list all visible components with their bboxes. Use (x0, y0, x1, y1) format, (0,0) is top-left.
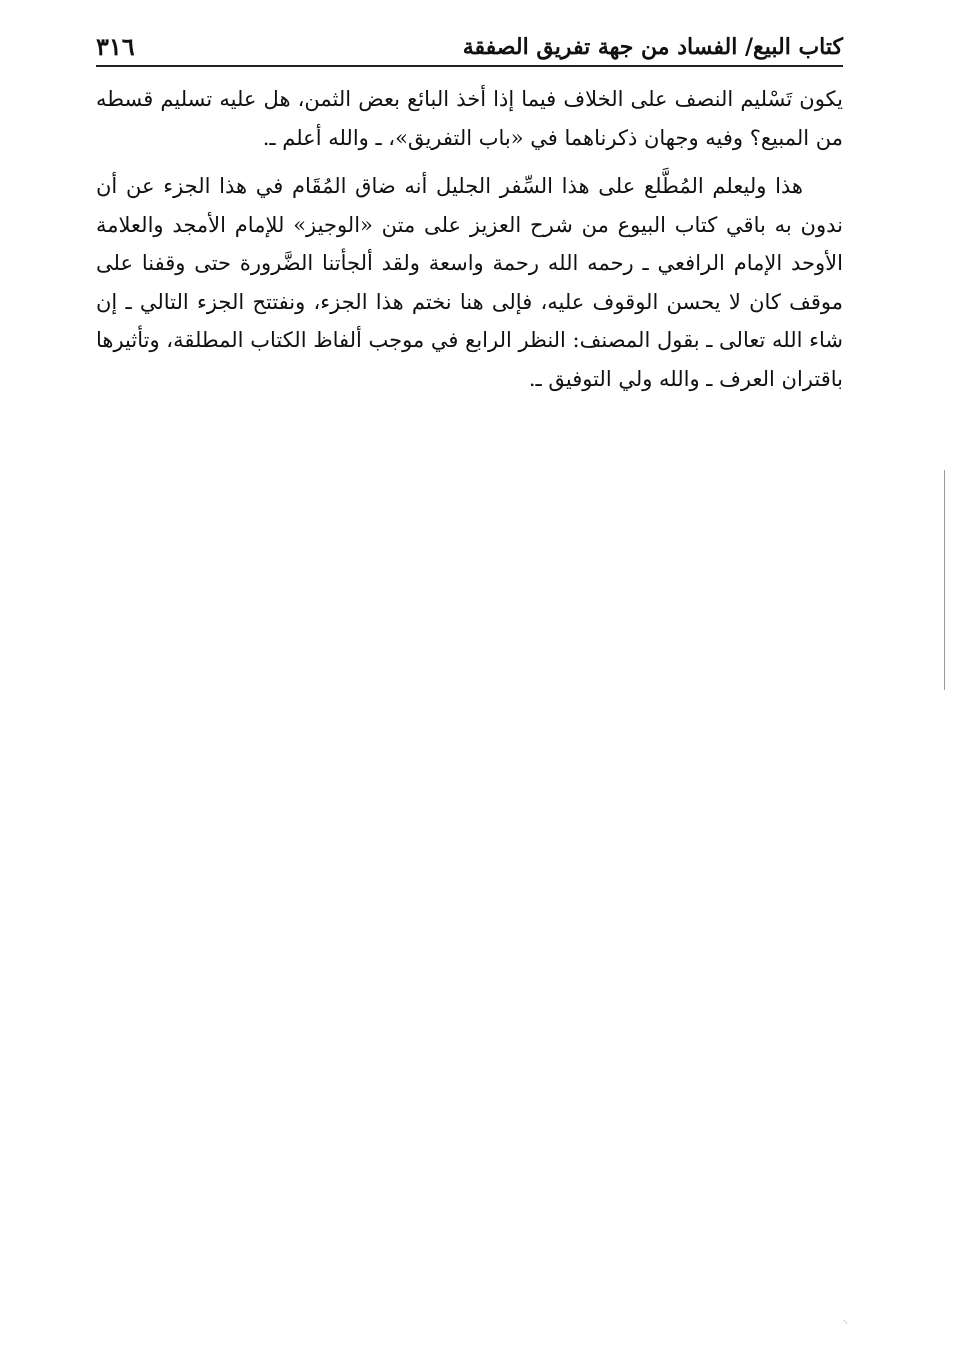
running-header (96, 22, 843, 62)
page-number: ٣١٦ (96, 32, 135, 61)
header-rule (96, 65, 843, 67)
body-text (96, 80, 843, 398)
scan-edge-mark (944, 470, 945, 690)
paragraph-2: هذا وليعلم المُطَّلع على هذا السِّفر الجليل أنه ضاق المُقَام في هذا الجزء عن أن ندون به باقي كتاب البيوع من شرح العزيز على متن «الوجيز» للإمام الأمجد والعلامة الأوحد الإمام الرافعي ـ رحمه الله رحمة واسعة ولقد ألجأتنا الضَّرورة حتى وقفنا على موقف كان لا يحسن الوقوف عليه، فإلى هنا نختم هذا الجزء، ونفتتح الجزء التالي ـ إن شاء الله تعالى ـ بقول المصنف: النظر الرابع في موجب ألفاظ الكتاب المطلقة، وتأثيرها باقتران العرف ـ والله ولي التوفيق ـ. (96, 174, 843, 391)
header-title: كتاب البيع/ الفساد من جهة تفريق الصفقة (462, 34, 843, 60)
paragraph-1: يكون تَسْليم النصف على الخلاف فيما إذا أخذ البائع بعض الثمن، هل عليه تسليم قسطه من المبيع؟ وفيه وجهان ذكرناهما في «باب التفريق»، ـ والله أعلم ـ. (96, 87, 843, 150)
scan-speck-mark: ⸝ (843, 1315, 848, 1326)
